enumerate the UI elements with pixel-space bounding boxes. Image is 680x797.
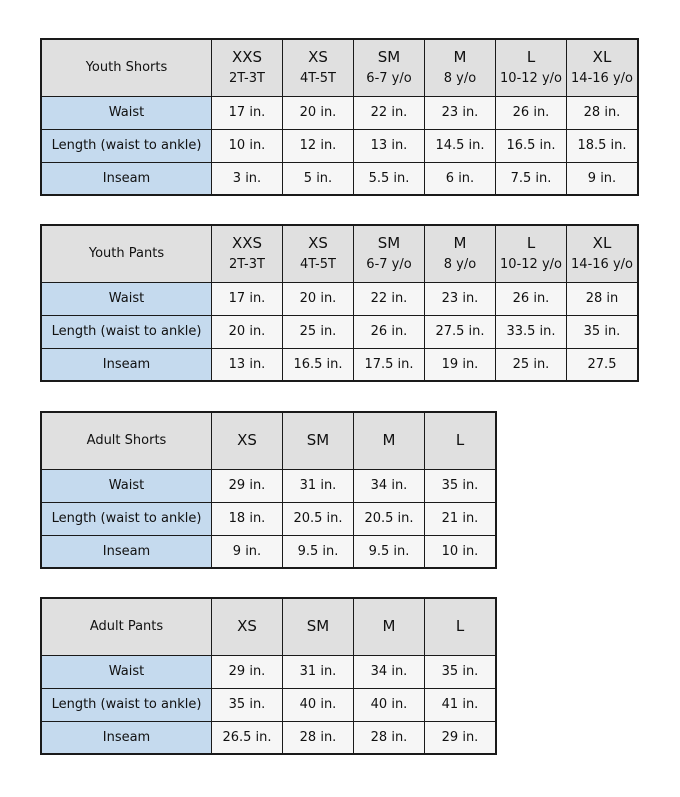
measurement-value: 41 in. bbox=[425, 688, 497, 721]
measurement-value: 29 in. bbox=[425, 721, 497, 754]
size-code: XXS bbox=[231, 234, 263, 253]
measurement-label: Waist bbox=[41, 655, 212, 688]
measurement-value: 14.5 in. bbox=[425, 129, 496, 162]
measurement-row-inseam bbox=[41, 721, 496, 754]
size-code: L bbox=[526, 48, 536, 67]
adult-shorts-table bbox=[40, 411, 497, 569]
measurement-row-waist bbox=[41, 282, 638, 315]
measurement-value: 35 in. bbox=[212, 688, 283, 721]
measurement-value: 26 in. bbox=[496, 96, 567, 129]
size-code: L bbox=[455, 617, 465, 636]
size-age-range: 8 y/o bbox=[443, 71, 477, 87]
measurement-row-waist bbox=[41, 96, 638, 129]
measurement-row-waist bbox=[41, 469, 496, 502]
measurement-value: 16.5 in. bbox=[283, 348, 354, 381]
size-header-m bbox=[425, 225, 496, 282]
size-header-sm bbox=[283, 412, 354, 469]
header-row bbox=[41, 225, 638, 282]
size-age-range: 14-16 y/o bbox=[571, 71, 633, 87]
measurement-value: 20 in. bbox=[212, 315, 283, 348]
measurement-label: Inseam bbox=[41, 348, 212, 381]
table-title: Youth Shorts bbox=[41, 39, 212, 96]
size-age-range: 4T-5T bbox=[300, 257, 336, 273]
size-code: M bbox=[453, 48, 467, 67]
size-header-l bbox=[425, 412, 497, 469]
measurement-value: 20.5 in. bbox=[354, 502, 425, 535]
measurement-label: Length (waist to ankle) bbox=[41, 688, 212, 721]
measurement-value: 25 in. bbox=[496, 348, 567, 381]
table-title: Adult Shorts bbox=[41, 412, 212, 469]
measurement-value: 27.5 bbox=[567, 348, 639, 381]
size-code: XS bbox=[237, 617, 257, 636]
measurement-value: 26 in. bbox=[496, 282, 567, 315]
measurement-value: 18.5 in. bbox=[567, 129, 639, 162]
measurement-value: 28 in. bbox=[354, 721, 425, 754]
size-header-sm bbox=[354, 225, 425, 282]
measurement-value: 9.5 in. bbox=[283, 535, 354, 568]
measurement-value: 23 in. bbox=[425, 96, 496, 129]
size-code: M bbox=[453, 234, 467, 253]
size-header-sm bbox=[283, 598, 354, 655]
measurement-label: Length (waist to ankle) bbox=[41, 315, 212, 348]
measurement-row-inseam bbox=[41, 535, 496, 568]
measurement-value: 6 in. bbox=[425, 162, 496, 195]
measurement-label: Inseam bbox=[41, 535, 212, 568]
measurement-value: 25 in. bbox=[283, 315, 354, 348]
measurement-value: 20.5 in. bbox=[283, 502, 354, 535]
measurement-value: 19 in. bbox=[425, 348, 496, 381]
measurement-value: 17.5 in. bbox=[354, 348, 425, 381]
size-code: XS bbox=[308, 234, 328, 253]
youth-pants-table bbox=[40, 224, 639, 382]
measurement-value: 20 in. bbox=[283, 96, 354, 129]
measurement-value: 33.5 in. bbox=[496, 315, 567, 348]
measurement-value: 5 in. bbox=[283, 162, 354, 195]
adult-pants-table bbox=[40, 597, 497, 755]
measurement-value: 21 in. bbox=[425, 502, 497, 535]
size-code: XS bbox=[308, 48, 328, 67]
measurement-row-length-waist-to-ankle bbox=[41, 315, 638, 348]
measurement-value: 7.5 in. bbox=[496, 162, 567, 195]
measurement-label: Inseam bbox=[41, 721, 212, 754]
measurement-value: 26 in. bbox=[354, 315, 425, 348]
measurement-value: 13 in. bbox=[354, 129, 425, 162]
measurement-value: 5.5 in. bbox=[354, 162, 425, 195]
size-header-xs bbox=[212, 412, 283, 469]
measurement-value: 35 in. bbox=[425, 469, 497, 502]
measurement-row-waist bbox=[41, 655, 496, 688]
size-header-xs bbox=[212, 598, 283, 655]
measurement-row-inseam bbox=[41, 162, 638, 195]
size-code: L bbox=[455, 431, 465, 450]
measurement-value: 22 in. bbox=[354, 282, 425, 315]
measurement-value: 40 in. bbox=[354, 688, 425, 721]
measurement-value: 3 in. bbox=[212, 162, 283, 195]
measurement-label: Length (waist to ankle) bbox=[41, 502, 212, 535]
measurement-value: 27.5 in. bbox=[425, 315, 496, 348]
size-header-l bbox=[496, 225, 567, 282]
measurement-value: 9 in. bbox=[212, 535, 283, 568]
measurement-row-length-waist-to-ankle bbox=[41, 688, 496, 721]
measurement-value: 35 in. bbox=[425, 655, 497, 688]
size-header-m bbox=[425, 39, 496, 96]
measurement-value: 9.5 in. bbox=[354, 535, 425, 568]
size-header-l bbox=[425, 598, 497, 655]
measurement-row-inseam bbox=[41, 348, 638, 381]
measurement-row-length-waist-to-ankle bbox=[41, 129, 638, 162]
measurement-value: 29 in. bbox=[212, 655, 283, 688]
measurement-label: Inseam bbox=[41, 162, 212, 195]
size-code: M bbox=[382, 431, 396, 450]
header-row bbox=[41, 39, 638, 96]
measurement-value: 28 in. bbox=[567, 96, 639, 129]
measurement-value: 31 in. bbox=[283, 655, 354, 688]
measurement-label: Waist bbox=[41, 96, 212, 129]
size-header-xl bbox=[567, 225, 639, 282]
measurement-value: 17 in. bbox=[212, 282, 283, 315]
measurement-value: 13 in. bbox=[212, 348, 283, 381]
measurement-value: 29 in. bbox=[212, 469, 283, 502]
size-age-range: 4T-5T bbox=[300, 71, 336, 87]
measurement-value: 31 in. bbox=[283, 469, 354, 502]
measurement-value: 18 in. bbox=[212, 502, 283, 535]
measurement-value: 23 in. bbox=[425, 282, 496, 315]
measurement-value: 16.5 in. bbox=[496, 129, 567, 162]
size-code: XL bbox=[592, 48, 612, 67]
size-header-l bbox=[496, 39, 567, 96]
measurement-value: 22 in. bbox=[354, 96, 425, 129]
size-code: SM bbox=[377, 48, 401, 67]
measurement-value: 28 in. bbox=[283, 721, 354, 754]
size-age-range: 6-7 y/o bbox=[366, 257, 412, 273]
measurement-label: Waist bbox=[41, 282, 212, 315]
size-code: M bbox=[382, 617, 396, 636]
size-header-xs bbox=[283, 225, 354, 282]
table-title: Adult Pants bbox=[41, 598, 212, 655]
size-age-range: 14-16 y/o bbox=[571, 257, 633, 273]
size-header-xxs bbox=[212, 225, 283, 282]
measurement-value: 20 in. bbox=[283, 282, 354, 315]
header-row bbox=[41, 598, 496, 655]
size-age-range: 2T-3T bbox=[229, 257, 265, 273]
measurement-label: Length (waist to ankle) bbox=[41, 129, 212, 162]
size-age-range: 10-12 y/o bbox=[500, 71, 562, 87]
measurement-row-length-waist-to-ankle bbox=[41, 502, 496, 535]
size-header-m bbox=[354, 598, 425, 655]
youth-shorts-table bbox=[40, 38, 639, 196]
size-header-xs bbox=[283, 39, 354, 96]
size-code: SM bbox=[377, 234, 401, 253]
size-header-m bbox=[354, 412, 425, 469]
measurement-value: 34 in. bbox=[354, 469, 425, 502]
size-header-sm bbox=[354, 39, 425, 96]
measurement-value: 9 in. bbox=[567, 162, 639, 195]
measurement-value: 17 in. bbox=[212, 96, 283, 129]
size-age-range: 2T-3T bbox=[229, 71, 265, 87]
measurement-value: 26.5 in. bbox=[212, 721, 283, 754]
size-code: XS bbox=[237, 431, 257, 450]
measurement-value: 12 in. bbox=[283, 129, 354, 162]
measurement-value: 35 in. bbox=[567, 315, 639, 348]
measurement-label: Waist bbox=[41, 469, 212, 502]
header-row bbox=[41, 412, 496, 469]
size-code: SM bbox=[306, 431, 330, 450]
size-header-xl bbox=[567, 39, 639, 96]
size-code: SM bbox=[306, 617, 330, 636]
measurement-value: 34 in. bbox=[354, 655, 425, 688]
size-code: XL bbox=[592, 234, 612, 253]
size-age-range: 6-7 y/o bbox=[366, 71, 412, 87]
measurement-value: 10 in. bbox=[212, 129, 283, 162]
measurement-value: 10 in. bbox=[425, 535, 497, 568]
size-code: L bbox=[526, 234, 536, 253]
size-header-xxs bbox=[212, 39, 283, 96]
size-age-range: 8 y/o bbox=[443, 257, 477, 273]
size-age-range: 10-12 y/o bbox=[500, 257, 562, 273]
table-title: Youth Pants bbox=[41, 225, 212, 282]
measurement-value: 28 in bbox=[567, 282, 639, 315]
measurement-value: 40 in. bbox=[283, 688, 354, 721]
size-code: XXS bbox=[231, 48, 263, 67]
